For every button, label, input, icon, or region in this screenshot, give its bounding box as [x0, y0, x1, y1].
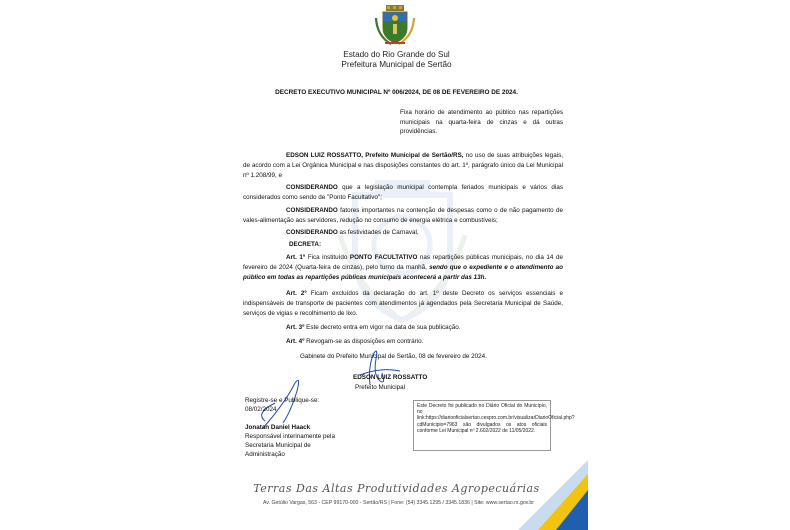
considerando-lead: CONSIDERANDO [286, 184, 338, 191]
municipal-crest-icon [373, 4, 417, 46]
article-1-lead: Art. 1º [286, 254, 306, 261]
header-city: Prefeitura Municipal de Sertão [341, 60, 452, 69]
article-2 [243, 289, 563, 319]
preamble-text: no uso de suas atribuições legais, de acordo com a Lei Orgânica Municipal e nas disposições constantes do art. 1º, parágrafo único da Lei Municipal nº 1.208/99, e [243, 152, 563, 179]
registry-role-3: Administração [245, 451, 285, 458]
closing-line: Gabinete do Prefeito Municipal de Sertão, 08 de fevereiro de 2024. [300, 353, 487, 360]
signer-role: Prefeito Municipal [355, 384, 406, 391]
decreta-label: DECRETA: [289, 241, 322, 248]
article-1-text: Fica instituído [305, 254, 350, 261]
municipal-motto: Terras Das Altas Produtividades Agropecuárias [253, 482, 540, 495]
registry-role-1: Responsável interinamente pela [245, 433, 335, 440]
publication-notice: Este Decreto foi publicado no Diário Oficial do Município, no link:https://diariooficialsertao.cespro.com.br/visualizarDiarioOficial.php?cdMunicipio=7963 são divulgados os atos oficiais conforme Lei Municipal nº 2.602/2022 de 11/05/2022. [413, 400, 551, 451]
header-state: Estado do Rio Grande do Sul [343, 50, 450, 59]
article-4-lead: Art. 4º [286, 338, 305, 345]
corner-stripes [498, 460, 588, 530]
considerando-lead: CONSIDERANDO [286, 207, 338, 214]
footer-address: Av. Getúlio Vargas, 563 - CEP 99170-000 - Sertão/RS | Fone: (54) 3345.1295 / 3345.1836 | Site: www.sertao.rs.gov.br [263, 500, 534, 506]
considerando-text: que a legislação municipal contempla feriados municipais e vários dias considerados como sendo de "Ponto Facultativo"; [243, 184, 563, 201]
considerando-text: fatores importantes na contenção de despesas como o de não pagamento de vales-alimentação aos servidores, redução no consumo de energia elétrica e combustíveis; [243, 207, 563, 224]
article-3-lead: Art. 3º [286, 324, 305, 331]
preamble-name: EDSON LUIZ ROSSATTO, Prefeito Municipal de Sertão/RS, [286, 152, 464, 159]
article-1-emphasis: sendo que o expediente e o atendimento ao público em todas as repartições públicas municipais acontecerá a partir das 13h. [243, 264, 563, 281]
document-page [205, 0, 588, 530]
article-4-text: Revogam-se as disposições em contrário. [304, 338, 424, 345]
signer-name: EDSON LUIZ ROSSATTO [353, 374, 428, 381]
considerando-text: as festividades de Carnaval, [337, 229, 419, 236]
article-1-text-2: nas repartições públicas municipais, no dia 14 de fevereiro de 2024 (Quarta-feira de cinzas), pelo turno da manhã, [243, 254, 563, 271]
considerando-2 [243, 206, 563, 226]
considerando-3 [243, 228, 563, 238]
article-2-lead: Art. 2º [286, 290, 307, 297]
registry-date: 08/02/2024 [245, 406, 277, 413]
article-2-text: Ficam excluídos da declaração do art. 1º deste Decreto os serviços essenciais e indispensáveis de transporte de pacientes com atendimentos já agendados pela Secretaria Municipal de Saúde, serviços de vigias e recolhimento de lixo. [243, 290, 563, 317]
preamble-paragraph [243, 151, 563, 181]
decree-title: DECRETO EXECUTIVO MUNICIPAL Nº 006/2024, DE 08 DE FEVEREIRO DE 2024. [275, 89, 518, 96]
decree-ementa: Fixa horário de atendimento ao público nas repartições municipais na quarta-feira de cinzas e dá outras providências. [400, 109, 563, 135]
considerando-1 [243, 183, 563, 203]
registry-line: Registre-se e Publique-se: [245, 397, 320, 404]
article-3-text: Este decreto entra em vigor na data de sua publicação. [304, 324, 461, 331]
registry-role-2: Secretaria Municipal de [245, 442, 311, 449]
considerando-lead: CONSIDERANDO [286, 229, 338, 236]
article-1 [243, 253, 563, 283]
registry-name: Jonatan Daniel Haack [245, 424, 311, 431]
article-1-ponto: PONTO FACULTATIVO [349, 254, 418, 261]
article-3 [243, 323, 563, 333]
